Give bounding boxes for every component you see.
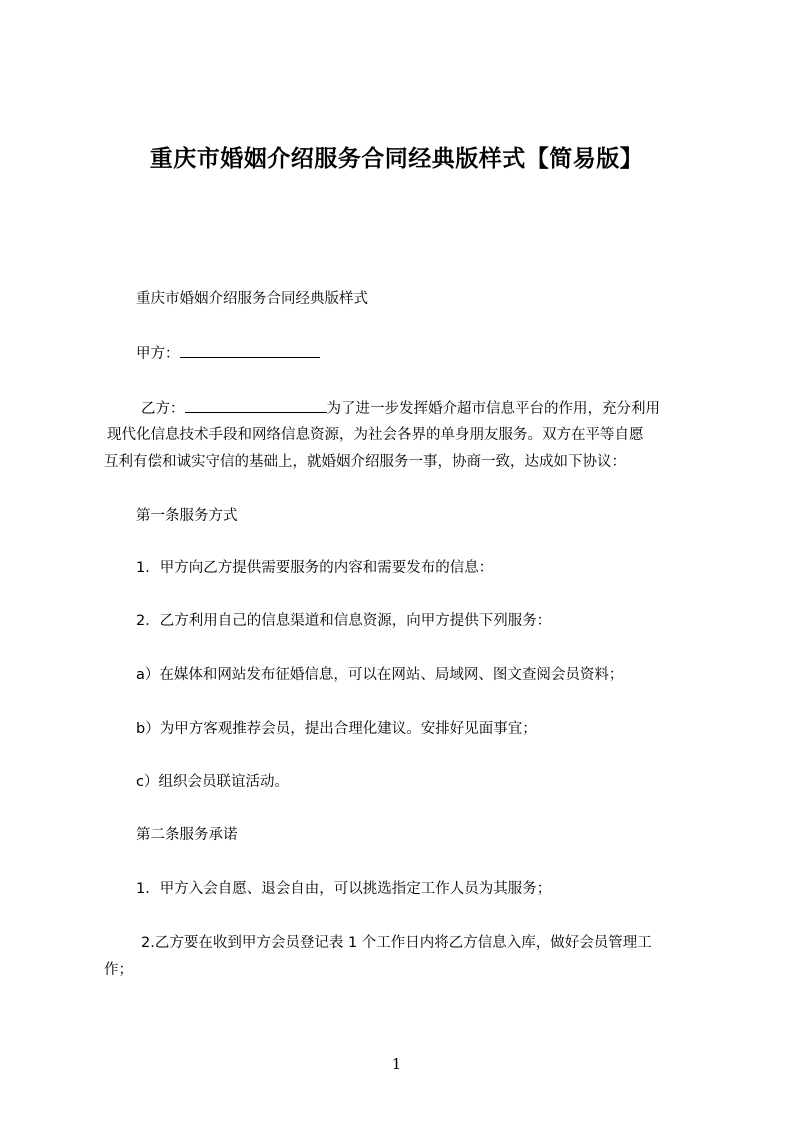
- party-b-label: 乙方：: [141, 401, 185, 417]
- article-2-item-2-line-1: 2.乙方要在收到甲方会员登记表 1 个工作日内将乙方信息入库，做好会员管理工: [141, 935, 652, 951]
- document-subtitle: 重庆市婚姻介绍服务合同经典版样式: [136, 291, 368, 307]
- document-title: 重庆市婚姻介绍服务合同经典版样式【简易版】: [149, 146, 644, 172]
- article-2-item-1: 1．甲方入会自愿、退会自由，可以挑选指定工作人员为其服务；: [136, 881, 552, 897]
- intro-line-2: 现代化信息技术手段和网络信息资源，为社会各界的单身朋友服务。双方在平等自愿: [107, 427, 644, 443]
- party-b-intro-text: 为了进一步发挥婚介超市信息平台的作用，充分利用: [326, 401, 660, 417]
- intro-line-3: 互利有偿和诚实守信的基础上，就婚姻介绍服务一事，协商一致，达成如下协议：: [104, 454, 626, 470]
- party-a-label: 甲方：: [136, 346, 180, 362]
- party-b-line: [141, 398, 660, 419]
- article-1-item-a: a）在媒体和网站发布征婚信息，可以在网站、局域网、图文查阅会员资料；: [136, 667, 624, 683]
- article-1-item-b: b）为甲方客观推荐会员，提出合理化建议。安排好见面事宜；: [136, 721, 537, 737]
- article-1-item-1: 1．甲方向乙方提供需要服务的内容和需要发布的信息：: [136, 560, 494, 576]
- article-2-title: 第二条服务承诺: [136, 827, 238, 843]
- article-2-item-2-line-2: 作；: [104, 962, 133, 978]
- party-a-blank: [180, 343, 320, 358]
- article-1-item-c: c）组织会员联谊活动。: [136, 774, 289, 790]
- article-1-title: 第一条服务方式: [136, 508, 238, 524]
- page-number: 1: [391, 1055, 402, 1073]
- article-1-item-2: 2．乙方利用自己的信息渠道和信息资源，向甲方提供下列服务：: [136, 613, 552, 629]
- party-a-line: [136, 343, 320, 364]
- party-b-blank: [185, 398, 327, 413]
